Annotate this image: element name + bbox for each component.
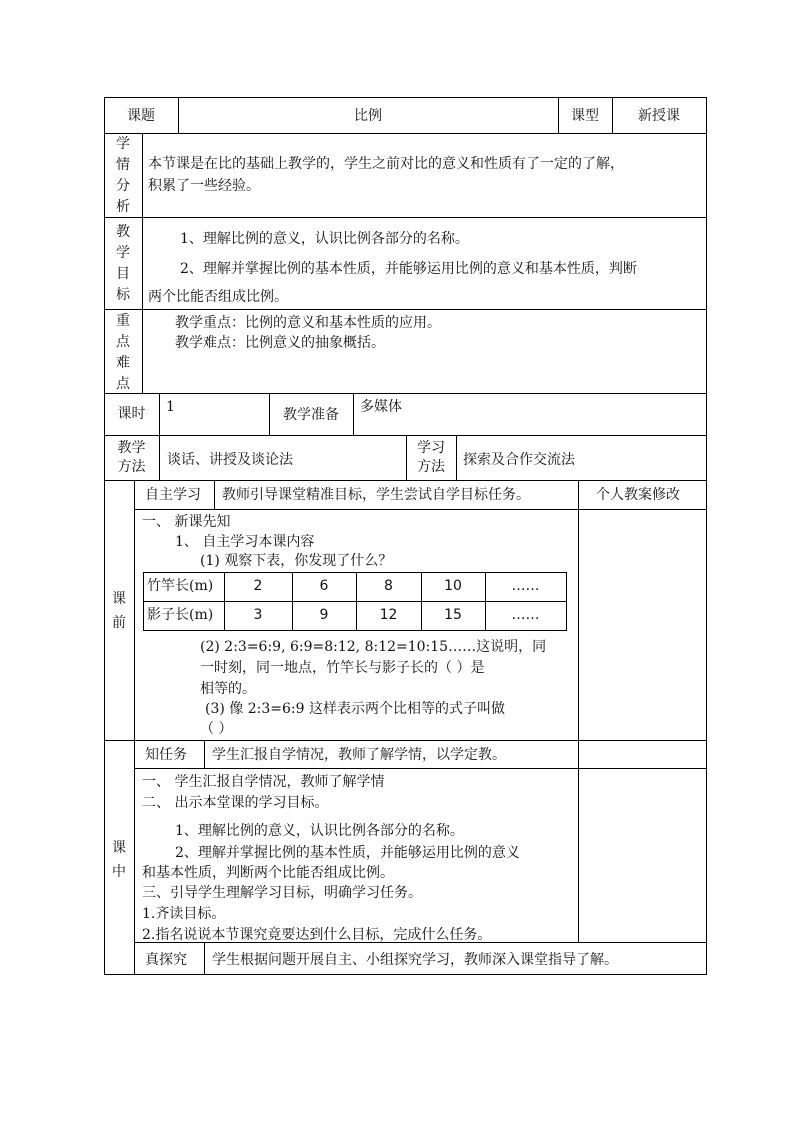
analysis-label: 学 情 分 析	[116, 136, 130, 215]
learn-method-label-2: 方法	[417, 459, 445, 475]
obs-row1-value: ……	[511, 578, 540, 594]
obs-row2-value: 3	[253, 607, 263, 623]
topic-label: 课题	[127, 108, 155, 124]
obs-row1-label: 竹竿长(m)	[147, 578, 214, 594]
explore-desc: 学生根据问题开展自主、小组探究学习，教师深入课堂指导了解。	[212, 952, 618, 968]
before-notes-divider	[578, 480, 579, 942]
question-3-line-2: （ ）	[200, 721, 233, 737]
row-line-3	[104, 309, 707, 310]
row-line-7	[104, 740, 707, 741]
before-step-3: (1) 观察下表，你发现了什么？	[200, 553, 393, 569]
border-right	[706, 97, 707, 975]
teach-method-label-2: 方法	[117, 459, 146, 475]
prep-value: 多媒体	[360, 399, 402, 415]
hours-divider-a	[159, 393, 160, 435]
border-left	[104, 97, 105, 975]
in-class-label: 课 中	[112, 840, 126, 880]
row-line-1	[104, 133, 707, 134]
before-step-1: 一、 新课先知	[142, 514, 231, 530]
goal-item-1: 1、理解比例的意义，认识比例各部分的名称。	[180, 231, 469, 247]
self-study-divider	[214, 480, 215, 509]
goals-label: 教 学 目 标	[116, 224, 130, 303]
obs-row2-value: 9	[319, 607, 329, 623]
task-desc: 学生汇报自学情况，教师了解学情，以学定教。	[212, 747, 506, 763]
label-column-divider	[142, 133, 143, 393]
row-line-2	[104, 217, 707, 218]
self-study-label: 自主学习	[145, 487, 201, 503]
teach-method-value: 谈话、讲授及谈论法	[167, 452, 293, 468]
goal-item-2-line-1: 2、理解并掌握比例的基本性质，并能够运用比例的意义和基本性质，判断	[180, 261, 637, 277]
obs-row1-value: 10	[444, 578, 462, 594]
hours-value: 1	[166, 399, 175, 415]
obs-row2-value: 15	[444, 607, 462, 623]
in-subheader-line	[134, 768, 706, 769]
methods-divider-a	[159, 435, 160, 480]
question-2-line-1: (2) 2:3=6:9, 6:9=8:12, 8:12=10:15……这说明，同	[200, 639, 547, 655]
keypoint-line-2: 教学难点：比例意义的抽象概括。	[175, 335, 385, 351]
analysis-line-1: 本节课是在比的基础上教学的，学生之前对比的意义和性质有了一定的了解，	[148, 156, 624, 172]
analysis-line-2: 积累了一些经验。	[148, 178, 260, 194]
self-study-desc: 教师引导课堂精准目标，学生尝试自学目标任务。	[222, 487, 530, 503]
explore-label: 真探究	[145, 952, 187, 968]
obs-col-6	[566, 572, 567, 630]
obs-row2-value: ……	[511, 607, 540, 623]
explore-divider	[204, 942, 205, 974]
in-goal-1: 1、理解比例的意义，认识比例各部分的名称。	[175, 823, 464, 839]
question-2-line-3: 相等的。	[200, 681, 256, 697]
teach-method-label-1: 教学	[117, 440, 146, 456]
learn-method-value: 探索及合作交流法	[463, 452, 575, 468]
methods-divider-c	[456, 435, 457, 480]
obs-table-top	[143, 572, 567, 573]
row-line-4	[104, 393, 707, 394]
type-label: 课型	[571, 108, 599, 124]
keypoint-line-1: 教学重点：比例的意义和基本性质的应用。	[175, 315, 441, 331]
in-point-2: 2.指名说说本节课究竟要达到什么目标，完成什么任务。	[142, 927, 492, 943]
obs-row1-value: 8	[384, 578, 393, 594]
obs-table-bottom	[143, 630, 567, 631]
before-subheader-line	[134, 509, 706, 510]
learn-method-label-1: 学习	[417, 440, 445, 456]
border-bottom	[104, 974, 707, 975]
obs-table-mid	[143, 601, 567, 602]
row-line-6	[104, 480, 707, 481]
keypoints-label: 重 点 难 点	[116, 313, 130, 392]
in-step-3: 三、引导学生理解学习目标，明确学习任务。	[142, 885, 422, 901]
hours-divider-c	[353, 393, 354, 435]
hours-label: 课时	[117, 406, 146, 422]
border-top	[104, 97, 707, 98]
in-goal-2-line-1: 2、理解并掌握比例的基本性质，并能够运用比例的意义	[175, 845, 520, 861]
task-divider	[204, 740, 205, 768]
task-label: 知任务	[145, 747, 187, 763]
obs-row1-value: 2	[253, 578, 263, 594]
question-2-line-2: 一时刻，同一地点，竹竿长与影子长的（ ）是	[200, 660, 485, 676]
prep-label: 教学准备	[283, 407, 339, 423]
goal-item-2-line-2: 两个比能否组成比例。	[148, 289, 288, 305]
in-step-2: 二、 出示本堂课的学习目标。	[142, 795, 329, 811]
obs-col-0	[143, 572, 144, 630]
type-value: 新授课	[638, 108, 680, 124]
obs-row2-value: 12	[379, 607, 398, 623]
in-goal-2-line-2: 和基本性质，判断两个比能否组成比例。	[142, 865, 394, 881]
topic-value: 比例	[354, 108, 382, 124]
in-step-1: 一、 学生汇报自学情况，教师了解学情	[142, 774, 385, 790]
before-step-2: 1、 自主学习本课内容	[175, 534, 315, 550]
before-class-label: 课 前	[112, 591, 126, 631]
question-3-line-1: (3) 像 2:3=6:9 这样表示两个比相等的式子叫做	[205, 701, 505, 717]
in-point-1: 1.齐读目标。	[142, 906, 226, 922]
obs-row2-label: 影子长(m)	[147, 607, 214, 623]
personal-note-label: 个人教案修改	[596, 487, 680, 503]
obs-row1-value: 6	[319, 578, 329, 594]
before-label-divider	[134, 480, 135, 975]
